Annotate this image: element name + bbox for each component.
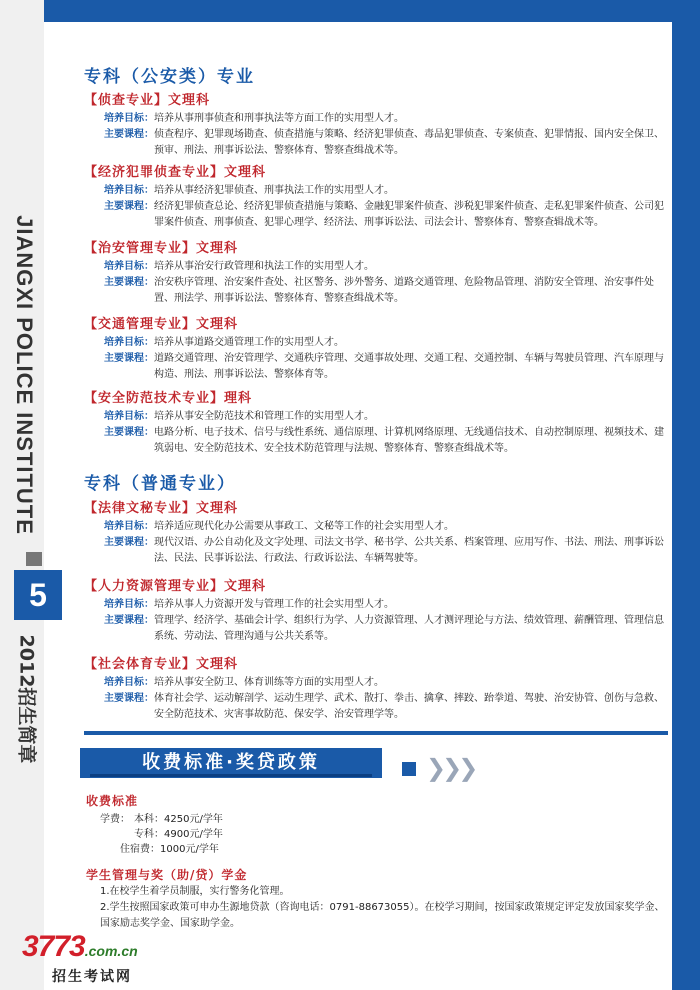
watermark-tagline: 招生考试网	[52, 969, 132, 985]
course-label: 主要课程：	[104, 537, 154, 548]
major-social-sports	[84, 656, 664, 723]
goal-text: 培养从事人力资源开发与管理工作的社会实用型人才。	[154, 599, 394, 610]
major-hr-management	[84, 578, 664, 645]
goal-label: 培养目标：	[104, 521, 154, 532]
goal-label: 培养目标：	[104, 337, 154, 348]
major-title: 【治安管理专业】文理科	[84, 241, 239, 256]
section-police-title: 专科（公安类）专业	[84, 67, 255, 87]
top-blue-bar	[0, 0, 700, 22]
major-title: 【安全防范技术专业】理科	[84, 391, 253, 406]
goal-text: 培养从事治安行政管理和执法工作的实用型人才。	[154, 261, 374, 272]
major-title: 【社会体育专业】文理科	[84, 657, 239, 672]
section-general-title: 专科（普通专业）	[84, 474, 236, 494]
major-economic-crime	[84, 164, 664, 231]
course-label: 主要课程：	[104, 427, 154, 438]
course-text: 道路交通管理、治安管理学、交通秩序管理、交通事故处理、交通工程、交通控制、车辆与驾驶员管理、汽车原理与构造、刑法、刑事诉讼法、警察体育等。	[154, 353, 664, 380]
institute-name-vertical: JIANGXI POLICE INSTITUTE	[12, 215, 37, 535]
course-label: 主要课程：	[104, 615, 154, 626]
goal-label: 培养目标：	[104, 113, 154, 124]
fee-policy-banner: 收费标准·奖贷政策	[80, 748, 382, 778]
student-policy-2: 2.学生按照国家政策可申办生源地贷款（咨询电话：0791-88673055）。在校学习期间，按国家政策规定评定发放国家奖学金、国家励志奖学金、国家助学金。	[100, 902, 665, 929]
course-label: 主要课程：	[104, 277, 154, 288]
watermark-logo	[22, 930, 172, 990]
dorm-label: 住宿费：	[120, 844, 160, 855]
major-title: 【交通管理专业】文理科	[84, 317, 239, 332]
course-text: 治安秩序管理、治安案件查处、社区警务、涉外警务、道路交通管理、危险物品管理、消防安全管理、治安事件处置、刑法学、刑事诉讼法、警察体育、警察查缉战术等。	[154, 277, 654, 304]
major-public-order	[84, 240, 664, 307]
major-title: 【法律文秘专业】文理科	[84, 501, 239, 516]
goal-text: 培养从事安全防范技术和管理工作的实用型人才。	[154, 411, 374, 422]
course-label: 主要课程：	[104, 693, 154, 704]
tuition-undergrad: 本科：4250元/学年	[134, 814, 223, 825]
triple-chevron-icon: ❯❯❯	[426, 754, 475, 782]
student-management-heading: 学生管理与奖（助/贷）学金	[86, 868, 248, 882]
brochure-title-vertical: 2012招生简章	[15, 634, 38, 764]
section-divider	[84, 731, 668, 735]
dorm-fee: 1000元/学年	[160, 844, 219, 855]
major-title: 【人力资源管理专业】文理科	[84, 579, 267, 594]
goal-label: 培养目标：	[104, 261, 154, 272]
course-text: 经济犯罪侦查总论、经济犯罪侦查措施与策略、金融犯罪案件侦查、涉税犯罪案件侦查、走私犯罪案件侦查、公司犯罪案件侦查、刑事侦查、犯罪心理学、经济法、刑事诉讼法、司法会计、警察体育、警察查辑战术等。	[154, 201, 664, 228]
tuition-college: 专科：4900元/学年	[134, 829, 223, 840]
course-label: 主要课程：	[104, 353, 154, 364]
goal-label: 培养目标：	[104, 185, 154, 196]
goal-text: 培养从事刑事侦查和刑事执法等方面工作的实用型人才。	[154, 113, 404, 124]
major-investigation	[84, 92, 664, 159]
square-icon	[402, 762, 416, 776]
major-title: 【经济犯罪侦查专业】文理科	[84, 165, 267, 180]
course-label: 主要课程：	[104, 201, 154, 212]
goal-text: 培养从事经济犯罪侦查、刑事执法工作的实用型人才。	[154, 185, 394, 196]
tuition-label: 学费：	[100, 814, 130, 825]
major-traffic	[84, 316, 664, 383]
course-text: 侦查程序、犯罪现场勘查、侦查措施与策略、经济犯罪侦查、毒品犯罪侦查、专案侦查、犯罪情报、国内安全保卫、预审、刑法、刑事诉讼法、警察体育、警察查缉战术等。	[154, 129, 664, 156]
right-blue-bar	[672, 0, 700, 990]
goal-label: 培养目标：	[104, 677, 154, 688]
goal-text: 培养从事安全防卫、体育训练等方面的实用型人才。	[154, 677, 384, 688]
major-legal-secretary	[84, 500, 664, 567]
goal-text: 培养适应现代化办公需要从事政工、文秘等工作的社会实用型人才。	[154, 521, 454, 532]
fee-heading: 收费标准	[86, 794, 139, 808]
course-label: 主要课程：	[104, 129, 154, 140]
watermark-number: 3773	[22, 930, 85, 963]
goal-label: 培养目标：	[104, 411, 154, 422]
student-policy-1: 1.在校学生着学员制服，实行警务化管理。	[100, 886, 290, 897]
goal-text: 培养从事道路交通管理工作的实用型人才。	[154, 337, 344, 348]
major-title: 【侦查专业】文理科	[84, 93, 211, 108]
goal-label: 培养目标：	[104, 599, 154, 610]
course-text: 管理学、经济学、基础会计学、组织行为学、人力资源管理、人才测评理论与方法、绩效管理、薪酬管理、管理信息系统、劳动法、管理沟通与公共关系等。	[154, 615, 664, 642]
course-text: 现代汉语、办公自动化及文字处理、司法文书学、秘书学、公共关系、档案管理、应用写作、书法、刑法、刑事诉讼法、民法、民事诉讼法、行政法、行政诉讼法、车辆驾驶等。	[154, 537, 664, 564]
major-security-tech	[84, 390, 664, 457]
page-number: 5	[14, 570, 62, 620]
sidebar-marker	[26, 552, 42, 566]
course-text: 电路分析、电子技术、信号与线性系统、通信原理、计算机网络原理、无线通信技术、自动控制原理、视频技术、建筑弱电、安全防范技术、安全技术防范管理与法规、警察体育、警察查缉战术等。	[154, 427, 664, 454]
course-text: 体育社会学、运动解剖学、运动生理学、武术、散打、拳击、擒拿、摔跤、跆拳道、驾驶、治安协管、创伤与急救、安全防范技术、灾害事故防范、保安学、治安管理学等。	[154, 693, 664, 720]
watermark-domain: .com.cn	[84, 943, 138, 959]
